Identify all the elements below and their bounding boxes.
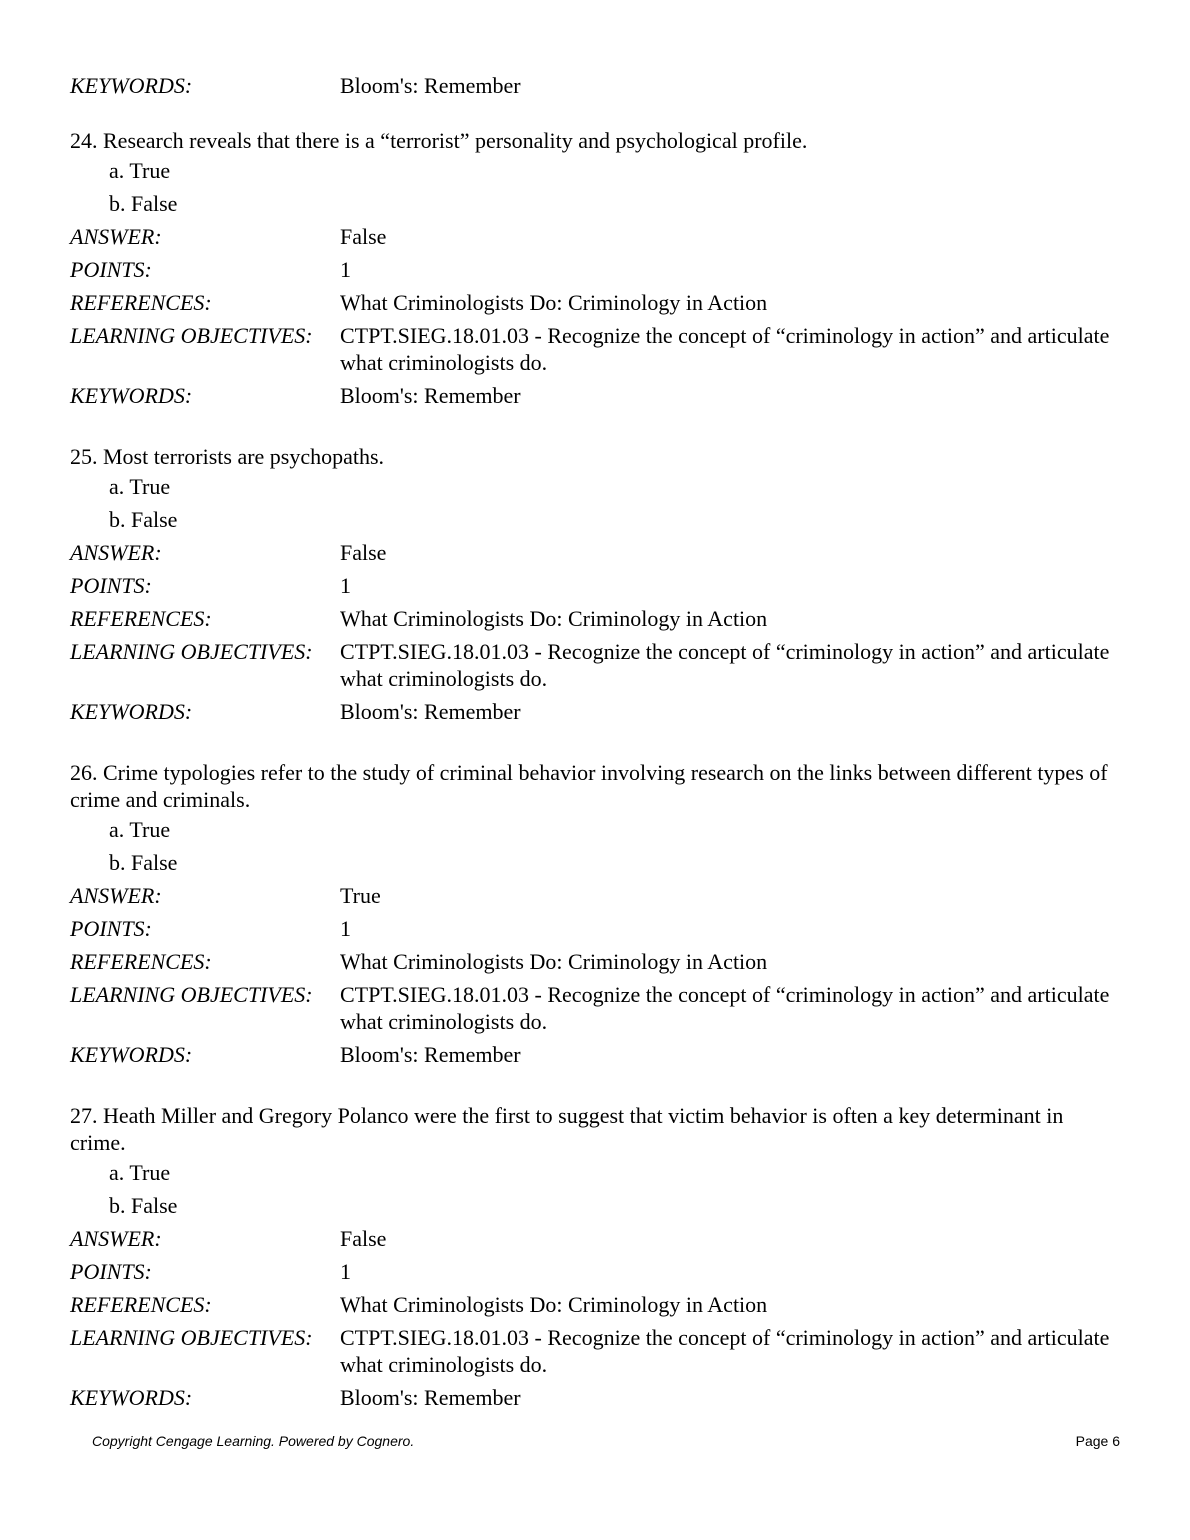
points-value: 1: [340, 1259, 351, 1284]
keywords-row: [70, 1384, 1120, 1411]
keywords-row: [70, 698, 1120, 725]
points-row: [70, 915, 1120, 942]
question-stem: 27. Heath Miller and Gregory Polanco were the first to suggest that victim behavior is often a key determinant in crime.: [70, 1103, 1064, 1155]
points-value: 1: [340, 573, 351, 598]
points-label: POINTS:: [70, 916, 152, 941]
references-value: What Criminologists Do: Criminology in Action: [340, 606, 768, 631]
question-stem: 24. Research reveals that there is a “terrorist” personality and psychological profile.: [70, 128, 808, 153]
answer-label: ANSWER:: [70, 224, 162, 249]
answer-row: [70, 539, 1120, 566]
learning-objectives-value: CTPT.SIEG.18.01.03 - Recognize the concept of “criminology in action” and articulate what criminologists do.: [340, 1325, 1110, 1377]
keywords-value: Bloom's: Remember: [340, 699, 521, 724]
answer-value: False: [340, 224, 387, 249]
keywords-value: Bloom's: Remember: [340, 383, 521, 408]
keywords-label: KEYWORDS:: [70, 383, 193, 408]
points-label: POINTS:: [70, 1259, 152, 1284]
references-value: What Criminologists Do: Criminology in Action: [340, 290, 768, 315]
points-label: POINTS:: [70, 257, 152, 282]
learning-objectives-label: LEARNING OBJECTIVES:: [70, 1325, 313, 1350]
references-label: REFERENCES:: [70, 290, 212, 315]
page-footer: [92, 1433, 1120, 1449]
learning-objectives-value: CTPT.SIEG.18.01.03 - Recognize the concept of “criminology in action” and articulate what criminologists do.: [340, 639, 1110, 691]
keywords-label: KEYWORDS:: [70, 699, 193, 724]
question-stem: 25. Most terrorists are psychopaths.: [70, 444, 385, 469]
learning-objectives-row: [70, 322, 1120, 376]
prev-keywords-row: [70, 72, 1120, 99]
question-24: [70, 127, 1120, 409]
choice-b: b. False: [109, 191, 178, 216]
keywords-label: KEYWORDS:: [70, 1042, 193, 1067]
choice-a: a. True: [109, 474, 171, 499]
learning-objectives-label: LEARNING OBJECTIVES:: [70, 982, 313, 1007]
question-26: [70, 759, 1120, 1068]
points-value: 1: [340, 257, 351, 282]
learning-objectives-row: [70, 638, 1120, 692]
document-page: [70, 72, 1120, 1445]
references-row: [70, 948, 1120, 975]
points-row: [70, 572, 1120, 599]
keywords-label: KEYWORDS:: [70, 73, 193, 98]
choice-a: a. True: [109, 817, 171, 842]
question-25: [70, 443, 1120, 725]
keywords-value: Bloom's: Remember: [340, 1385, 521, 1410]
keywords-label: KEYWORDS:: [70, 1385, 193, 1410]
learning-objectives-row: [70, 1324, 1120, 1378]
question-stem: 26. Crime typologies refer to the study of criminal behavior involving research on the links between different types of crime and criminals.: [70, 760, 1108, 812]
references-label: REFERENCES:: [70, 949, 212, 974]
learning-objectives-row: [70, 981, 1120, 1035]
references-row: [70, 605, 1120, 632]
choice-b: b. False: [109, 850, 178, 875]
choice-b: b. False: [109, 1193, 178, 1218]
answer-label: ANSWER:: [70, 883, 162, 908]
answer-label: ANSWER:: [70, 540, 162, 565]
references-row: [70, 289, 1120, 316]
answer-row: [70, 223, 1120, 250]
question-27: [70, 1102, 1120, 1411]
points-row: [70, 256, 1120, 283]
answer-value: True: [340, 883, 381, 908]
points-value: 1: [340, 916, 351, 941]
choice-a: a. True: [109, 1160, 171, 1185]
references-label: REFERENCES:: [70, 606, 212, 631]
keywords-row: [70, 382, 1120, 409]
answer-label: ANSWER:: [70, 1226, 162, 1251]
answer-value: False: [340, 540, 387, 565]
references-value: What Criminologists Do: Criminology in Action: [340, 949, 768, 974]
answer-value: False: [340, 1226, 387, 1251]
keywords-value: Bloom's: Remember: [340, 73, 521, 98]
references-row: [70, 1291, 1120, 1318]
learning-objectives-value: CTPT.SIEG.18.01.03 - Recognize the concept of “criminology in action” and articulate what criminologists do.: [340, 323, 1110, 375]
copyright-notice: Copyright Cengage Learning. Powered by Cognero.: [92, 1433, 415, 1449]
points-label: POINTS:: [70, 573, 152, 598]
page-number: Page 6: [1075, 1433, 1120, 1449]
learning-objectives-label: LEARNING OBJECTIVES:: [70, 639, 313, 664]
references-label: REFERENCES:: [70, 1292, 212, 1317]
choice-a: a. True: [109, 158, 171, 183]
keywords-row: [70, 1041, 1120, 1068]
learning-objectives-value: CTPT.SIEG.18.01.03 - Recognize the concept of “criminology in action” and articulate what criminologists do.: [340, 982, 1110, 1034]
points-row: [70, 1258, 1120, 1285]
answer-row: [70, 882, 1120, 909]
keywords-value: Bloom's: Remember: [340, 1042, 521, 1067]
answer-row: [70, 1225, 1120, 1252]
learning-objectives-label: LEARNING OBJECTIVES:: [70, 323, 313, 348]
references-value: What Criminologists Do: Criminology in Action: [340, 1292, 768, 1317]
choice-b: b. False: [109, 507, 178, 532]
